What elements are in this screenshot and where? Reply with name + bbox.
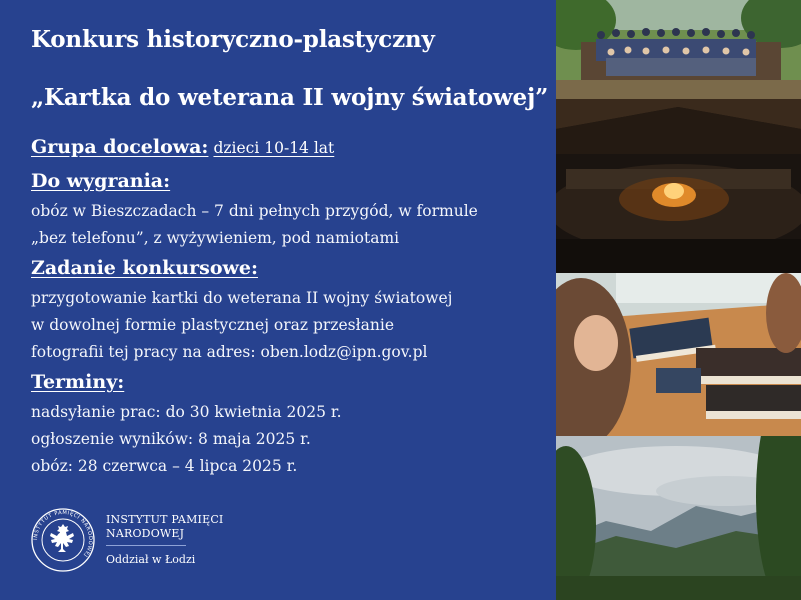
photo-column [556, 0, 801, 600]
contest-name-title: „Kartka do weterana II wojny światowej” [31, 84, 549, 111]
dates-heading: Terminy: [31, 371, 125, 393]
group-photo [556, 0, 801, 99]
task-line: w dowolnej formie plastycznej oraz przesłanie [31, 316, 395, 334]
seal-ring-text: INSTYTUT PAMIĘCI NARODOWEJ [32, 509, 94, 559]
dates-line: nadsyłanie prac: do 30 kwietnia 2025 r. [31, 403, 342, 421]
contest-type-title: Konkurs historyczno-plastyczny [31, 26, 435, 53]
ipn-seal-logo [31, 508, 95, 572]
target-group-row [31, 136, 334, 158]
prize-line: „bez telefonu”, z wyżywieniem, pod namiotami [31, 229, 400, 247]
campfire-photo [556, 99, 801, 273]
target-group-heading: Grupa docelowa: [31, 136, 209, 158]
ipn-name-line: NARODOWEJ [106, 527, 185, 540]
task-line: przygotowanie kartki do weterana II wojny światowej [31, 289, 453, 307]
books-photo [556, 273, 801, 436]
target-group-value: dzieci 10-14 lat [213, 139, 335, 157]
task-line: fotografii tej pracy na adres: oben.lodz@ipn.gov.pl [31, 343, 428, 361]
logo-divider [106, 545, 186, 546]
task-heading: Zadanie konkursowe: [31, 257, 258, 279]
ipn-name-line: INSTYTUT PAMIĘCI [106, 513, 224, 526]
prize-heading: Do wygrania: [31, 170, 171, 192]
dates-line: obóz: 28 czerwca – 4 lipca 2025 r. [31, 457, 298, 475]
ipn-branch: Oddział w Łodzi [106, 553, 196, 566]
dates-line: ogłoszenie wyników: 8 maja 2025 r. [31, 430, 311, 448]
mountains-photo [556, 436, 801, 600]
prize-line: obóz w Bieszczadach – 7 dni pełnych przygód, w formule [31, 202, 478, 220]
ipn-name [106, 513, 223, 541]
eagle-icon [50, 524, 74, 552]
